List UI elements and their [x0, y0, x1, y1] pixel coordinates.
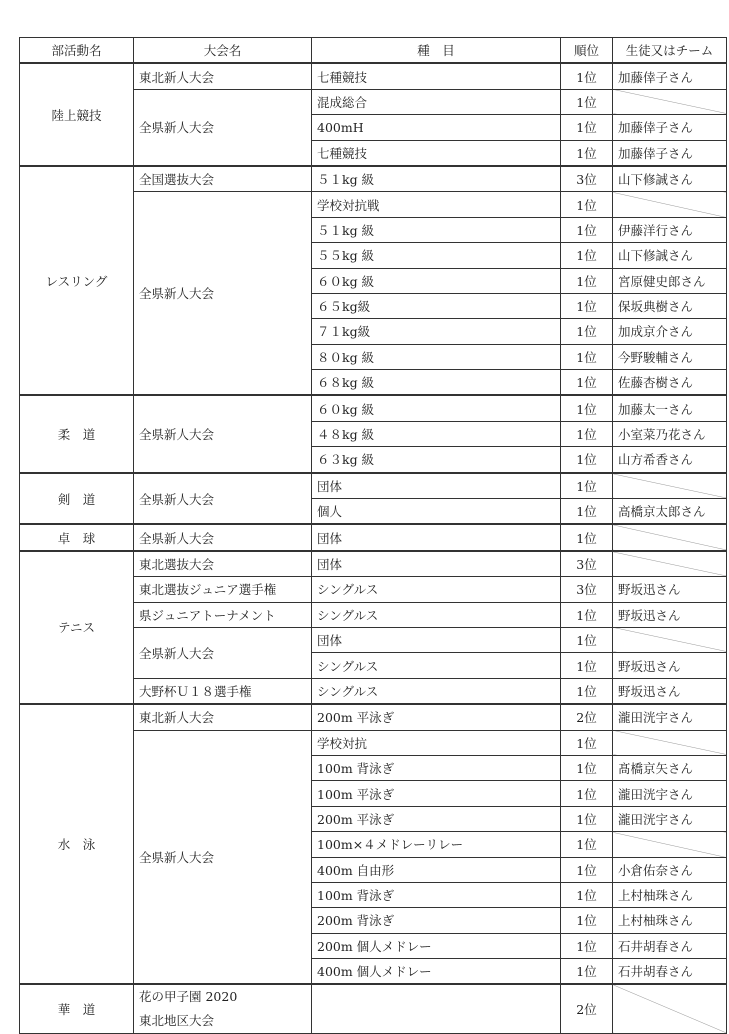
- event-cell: 400mH: [312, 115, 561, 140]
- event-cell: ６０kg 級: [312, 268, 561, 293]
- member-cell: 加成京介さん: [613, 319, 727, 344]
- tournament-name: 全国選抜大会: [134, 166, 312, 192]
- member-cell: 加藤倖子さん: [613, 140, 727, 166]
- tournament-name: 全県新人大会: [134, 473, 312, 525]
- table-row: [20, 704, 727, 730]
- tournament-name: 東北新人大会: [134, 704, 312, 730]
- rank-cell: 1位: [561, 63, 613, 89]
- event-cell: 団体: [312, 551, 561, 577]
- member-cell: 石井胡春さん: [613, 959, 727, 985]
- event-cell: 400m 自由形: [312, 857, 561, 882]
- event-cell: 学校対抗戦: [312, 192, 561, 217]
- event-cell: シングルス: [312, 653, 561, 678]
- rank-cell: 1位: [561, 344, 613, 369]
- event-cell: ６８kg 級: [312, 370, 561, 396]
- rank-cell: 1位: [561, 395, 613, 421]
- table-row: [20, 984, 727, 1034]
- tournament-name: 全県新人大会: [134, 89, 312, 166]
- rank-cell: 1位: [561, 627, 613, 652]
- member-cell: [613, 627, 727, 652]
- event-cell: 七種競技: [312, 63, 561, 89]
- member-cell: 瀧田洸宇さん: [613, 806, 727, 831]
- member-cell: 石井胡春さん: [613, 933, 727, 958]
- rank-cell: 1位: [561, 882, 613, 907]
- tournament-name: 全県新人大会: [134, 395, 312, 472]
- rank-cell: 1位: [561, 370, 613, 396]
- member-cell: 保坂典樹さん: [613, 293, 727, 318]
- results-body: [20, 63, 727, 1034]
- member-cell: 髙橋京矢さん: [613, 755, 727, 780]
- rank-cell: 1位: [561, 806, 613, 831]
- member-cell: 山方希香さん: [613, 447, 727, 473]
- rank-cell: 1位: [561, 653, 613, 678]
- tournament-name: 東北選抜ジュニア選手権: [134, 577, 312, 602]
- rank-cell: 1位: [561, 447, 613, 473]
- event-cell: 団体: [312, 627, 561, 652]
- tournament-name-line: 花の甲子園 2020: [139, 989, 238, 1005]
- event-cell: シングルス: [312, 577, 561, 602]
- rank-cell: 1位: [561, 421, 613, 446]
- member-cell: 加藤太一さん: [613, 395, 727, 421]
- member-cell: [613, 524, 727, 550]
- event-cell: 七種競技: [312, 140, 561, 166]
- header-event: 種 目: [312, 38, 561, 64]
- event-cell: ６３kg 級: [312, 447, 561, 473]
- event-cell: 200m 平泳ぎ: [312, 806, 561, 831]
- member-cell: [613, 984, 727, 1034]
- rank-cell: 1位: [561, 268, 613, 293]
- rank-cell: 1位: [561, 755, 613, 780]
- tournament-name: 全県新人大会: [134, 627, 312, 678]
- rank-cell: 1位: [561, 192, 613, 217]
- rank-cell: 1位: [561, 857, 613, 882]
- tournament-name: [134, 984, 312, 1034]
- rank-cell: 1位: [561, 243, 613, 268]
- member-cell: [613, 473, 727, 499]
- header-rank: 順位: [561, 38, 613, 64]
- member-cell: 野坂迅さん: [613, 577, 727, 602]
- rank-cell: 1位: [561, 908, 613, 933]
- rank-cell: 2位: [561, 704, 613, 730]
- event-cell: ４８kg 級: [312, 421, 561, 446]
- event-cell: シングルス: [312, 678, 561, 704]
- club-name: 陸上競技: [20, 63, 134, 166]
- member-cell: [613, 192, 727, 217]
- tournament-name: 東北新人大会: [134, 63, 312, 89]
- tournament-name: 全県新人大会: [134, 524, 312, 550]
- rank-cell: 1位: [561, 319, 613, 344]
- member-cell: 伊藤洋行さん: [613, 217, 727, 242]
- member-cell: 山下修誠さん: [613, 166, 727, 192]
- tournament-name: 東北選抜大会: [134, 551, 312, 577]
- club-name: 卓 球: [20, 524, 134, 550]
- table-row: [20, 551, 727, 577]
- rank-cell: 3位: [561, 577, 613, 602]
- club-name: 柔 道: [20, 395, 134, 472]
- results-document: [19, 37, 726, 1034]
- member-cell: 上村柚珠さん: [613, 882, 727, 907]
- table-row: [20, 473, 727, 499]
- event-cell: ５５kg 級: [312, 243, 561, 268]
- event-cell: 学校対抗: [312, 730, 561, 755]
- event-cell: シングルス: [312, 602, 561, 627]
- tournament-name: 県ジュニアトーナメント: [134, 602, 312, 627]
- header-member: 生徒又はチーム: [613, 38, 727, 64]
- rank-cell: 2位: [561, 984, 613, 1034]
- member-cell: 上村柚珠さん: [613, 908, 727, 933]
- member-cell: [613, 551, 727, 577]
- member-cell: 今野駿輔さん: [613, 344, 727, 369]
- event-cell: ６５kg級: [312, 293, 561, 318]
- header-row: [20, 38, 727, 64]
- rank-cell: 1位: [561, 678, 613, 704]
- member-cell: 加藤倖子さん: [613, 115, 727, 140]
- rank-cell: 1位: [561, 140, 613, 166]
- event-cell: [312, 984, 561, 1034]
- member-cell: [613, 832, 727, 857]
- event-cell: 100m 背泳ぎ: [312, 882, 561, 907]
- event-cell: 100m 背泳ぎ: [312, 755, 561, 780]
- event-cell: 個人: [312, 499, 561, 525]
- club-name: 華 道: [20, 984, 134, 1034]
- rank-cell: 1位: [561, 115, 613, 140]
- table-row: [20, 166, 727, 192]
- event-cell: ６０kg 級: [312, 395, 561, 421]
- rank-cell: 3位: [561, 166, 613, 192]
- rank-cell: 1位: [561, 832, 613, 857]
- header-club: 部活動名: [20, 38, 134, 64]
- event-cell: ５１kg 級: [312, 166, 561, 192]
- club-name: レスリング: [20, 166, 134, 396]
- table-row: [20, 395, 727, 421]
- member-cell: 高橋京太郎さん: [613, 499, 727, 525]
- tournament-name-line: 東北地区大会: [139, 1013, 215, 1029]
- member-cell: 瀧田洸宇さん: [613, 704, 727, 730]
- rank-cell: 1位: [561, 293, 613, 318]
- tournament-name: 大野杯Ｕ１８選手権: [134, 678, 312, 704]
- tournament-name: 全県新人大会: [134, 192, 312, 396]
- member-cell: 山下修誠さん: [613, 243, 727, 268]
- event-cell: 400m 個人メドレー: [312, 959, 561, 985]
- event-cell: ５１kg 級: [312, 217, 561, 242]
- member-cell: 野坂迅さん: [613, 602, 727, 627]
- rank-cell: 1位: [561, 933, 613, 958]
- rank-cell: 1位: [561, 217, 613, 242]
- member-cell: 佐藤杏樹さん: [613, 370, 727, 396]
- event-cell: ８０kg 級: [312, 344, 561, 369]
- event-cell: 団体: [312, 473, 561, 499]
- results-table: [19, 37, 727, 1034]
- event-cell: 200m 背泳ぎ: [312, 908, 561, 933]
- member-cell: 小倉佑奈さん: [613, 857, 727, 882]
- rank-cell: 1位: [561, 730, 613, 755]
- event-cell: ７１kg級: [312, 319, 561, 344]
- rank-cell: 1位: [561, 499, 613, 525]
- member-cell: 小室菜乃花さん: [613, 421, 727, 446]
- event-cell: 混成総合: [312, 89, 561, 114]
- rank-cell: 3位: [561, 551, 613, 577]
- header-tournament: 大会名: [134, 38, 312, 64]
- event-cell: 団体: [312, 524, 561, 550]
- member-cell: [613, 89, 727, 114]
- member-cell: 宮原健史郎さん: [613, 268, 727, 293]
- member-cell: 野坂迅さん: [613, 678, 727, 704]
- rank-cell: 1位: [561, 524, 613, 550]
- tournament-name: 全県新人大会: [134, 730, 312, 984]
- member-cell: [613, 730, 727, 755]
- rank-cell: 1位: [561, 89, 613, 114]
- rank-cell: 1位: [561, 602, 613, 627]
- club-name: 水 泳: [20, 704, 134, 984]
- table-row: [20, 524, 727, 550]
- event-cell: 200m 平泳ぎ: [312, 704, 561, 730]
- rank-cell: 1位: [561, 473, 613, 499]
- event-cell: 200m 個人メドレー: [312, 933, 561, 958]
- member-cell: 瀧田洸宇さん: [613, 781, 727, 806]
- event-cell: 100m 平泳ぎ: [312, 781, 561, 806]
- member-cell: 野坂迅さん: [613, 653, 727, 678]
- club-name: テニス: [20, 551, 134, 704]
- club-name: 剣 道: [20, 473, 134, 525]
- event-cell: 100m×４メドレーリレー: [312, 832, 561, 857]
- rank-cell: 1位: [561, 959, 613, 985]
- table-row: [20, 63, 727, 89]
- member-cell: 加藤倖子さん: [613, 63, 727, 89]
- rank-cell: 1位: [561, 781, 613, 806]
